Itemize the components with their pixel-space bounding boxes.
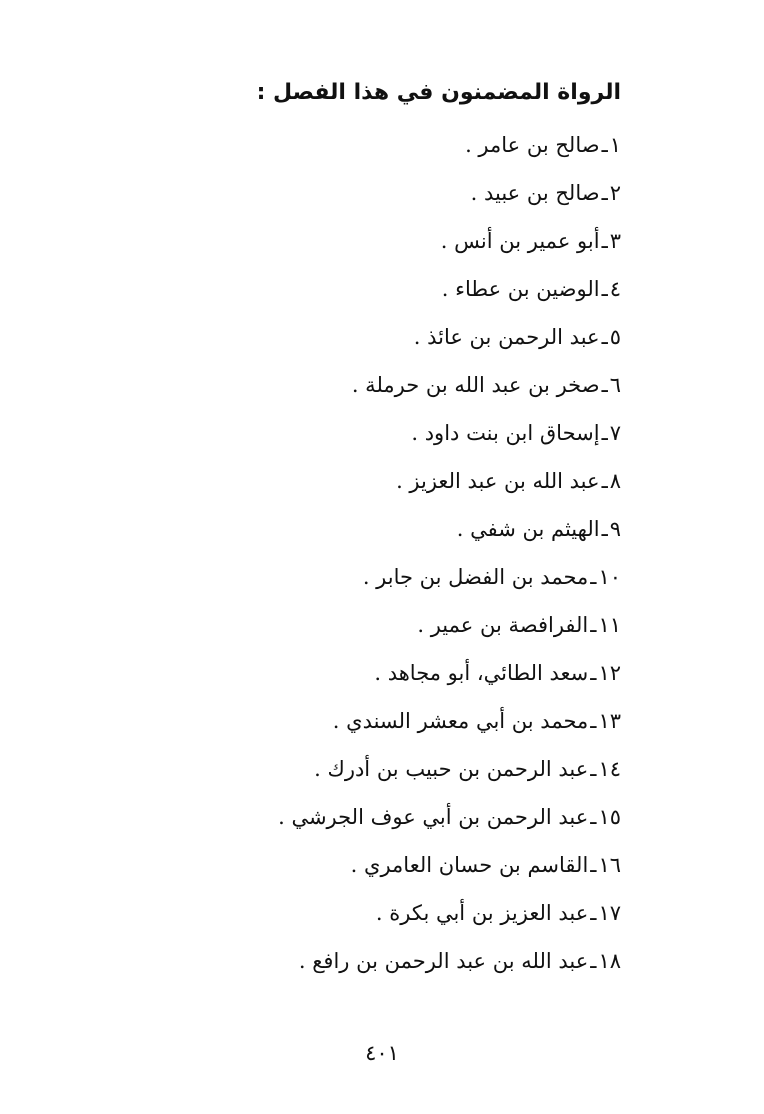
list-item: [278, 512, 621, 560]
item-number: ١٣: [598, 709, 621, 733]
narrator-name: الهيثم بن شفي .: [456, 517, 600, 541]
item-separator: ـ: [601, 373, 608, 397]
list-item: [278, 896, 621, 944]
list-item: [278, 416, 621, 464]
item-separator: ـ: [601, 421, 608, 445]
item-separator: ـ: [590, 709, 597, 733]
narrator-name: عبد الرحمن بن عائذ .: [413, 325, 600, 349]
item-separator: ـ: [590, 901, 597, 925]
list-item: [278, 176, 621, 224]
narrator-name: صالح بن عامر .: [465, 133, 600, 157]
page-number: ٤٠١: [365, 1041, 399, 1065]
item-separator: ـ: [601, 325, 608, 349]
item-number: ١٨: [598, 949, 621, 973]
item-separator: ـ: [590, 613, 597, 637]
narrator-name: عبد الله بن عبد الرحمن بن رافع .: [298, 949, 589, 973]
narrator-name: إسحاق ابن بنت داود .: [411, 421, 600, 445]
item-separator: ـ: [590, 853, 597, 877]
narrator-name: أبو عمير بن أنس .: [440, 229, 600, 253]
list-item: [278, 752, 621, 800]
item-number: ١٠: [598, 565, 621, 589]
list-item: [278, 944, 621, 992]
narrator-name: صالح بن عبيد .: [470, 181, 600, 205]
narrator-name: الفرافصة بن عمير .: [417, 613, 589, 637]
list-item: [278, 560, 621, 608]
item-number: ١٢: [598, 661, 621, 685]
narrator-name: الوضين بن عطاء .: [441, 277, 600, 301]
item-number: ٧: [609, 421, 621, 445]
item-separator: ـ: [601, 517, 608, 541]
item-number: ١٧: [598, 901, 621, 925]
list-item: [278, 800, 621, 848]
narrator-name: محمد بن أبي معشر السندي .: [332, 709, 589, 733]
item-separator: ـ: [590, 949, 597, 973]
item-separator: ـ: [601, 229, 608, 253]
list-item: [278, 320, 621, 368]
item-number: ١٥: [598, 805, 621, 829]
list-item: [278, 464, 621, 512]
section-heading: الرواة المضمنون في هذا الفصل :: [256, 80, 621, 105]
item-number: ٦: [609, 373, 621, 397]
item-number: ٩: [609, 517, 621, 541]
narrator-name: محمد بن الفضل بن جابر .: [362, 565, 589, 589]
list-item: [278, 272, 621, 320]
list-item: [278, 656, 621, 704]
narrator-name: عبد العزيز بن أبي بكرة .: [375, 901, 589, 925]
item-separator: ـ: [590, 757, 597, 781]
item-separator: ـ: [601, 277, 608, 301]
item-number: ١٤: [598, 757, 621, 781]
list-item: [278, 224, 621, 272]
narrator-name: صخر بن عبد الله بن حرملة .: [351, 373, 600, 397]
list-item: [278, 848, 621, 896]
list-item: [278, 608, 621, 656]
narrator-name: عبد الرحمن بن أبي عوف الجرشي .: [278, 805, 589, 829]
item-number: ٥: [609, 325, 621, 349]
list-item: [278, 704, 621, 752]
item-number: ١١: [598, 613, 621, 637]
item-number: ٣: [609, 229, 621, 253]
item-number: ١٦: [598, 853, 621, 877]
item-number: ٤: [609, 277, 621, 301]
narrator-name: عبد الرحمن بن حبيب بن أدرك .: [314, 757, 589, 781]
item-separator: ـ: [590, 565, 597, 589]
narrator-name: القاسم بن حسان العامري .: [350, 853, 589, 877]
item-separator: ـ: [590, 805, 597, 829]
narrators-list: [278, 128, 621, 992]
item-separator: ـ: [601, 469, 608, 493]
list-item: [278, 128, 621, 176]
item-number: ١: [609, 133, 621, 157]
narrator-name: عبد الله بن عبد العزيز .: [396, 469, 600, 493]
narrator-name: سعد الطائي، أبو مجاهد .: [374, 661, 589, 685]
item-separator: ـ: [601, 133, 608, 157]
list-item: [278, 368, 621, 416]
item-separator: ـ: [601, 181, 608, 205]
item-separator: ـ: [590, 661, 597, 685]
item-number: ٨: [609, 469, 621, 493]
item-number: ٢: [609, 181, 621, 205]
